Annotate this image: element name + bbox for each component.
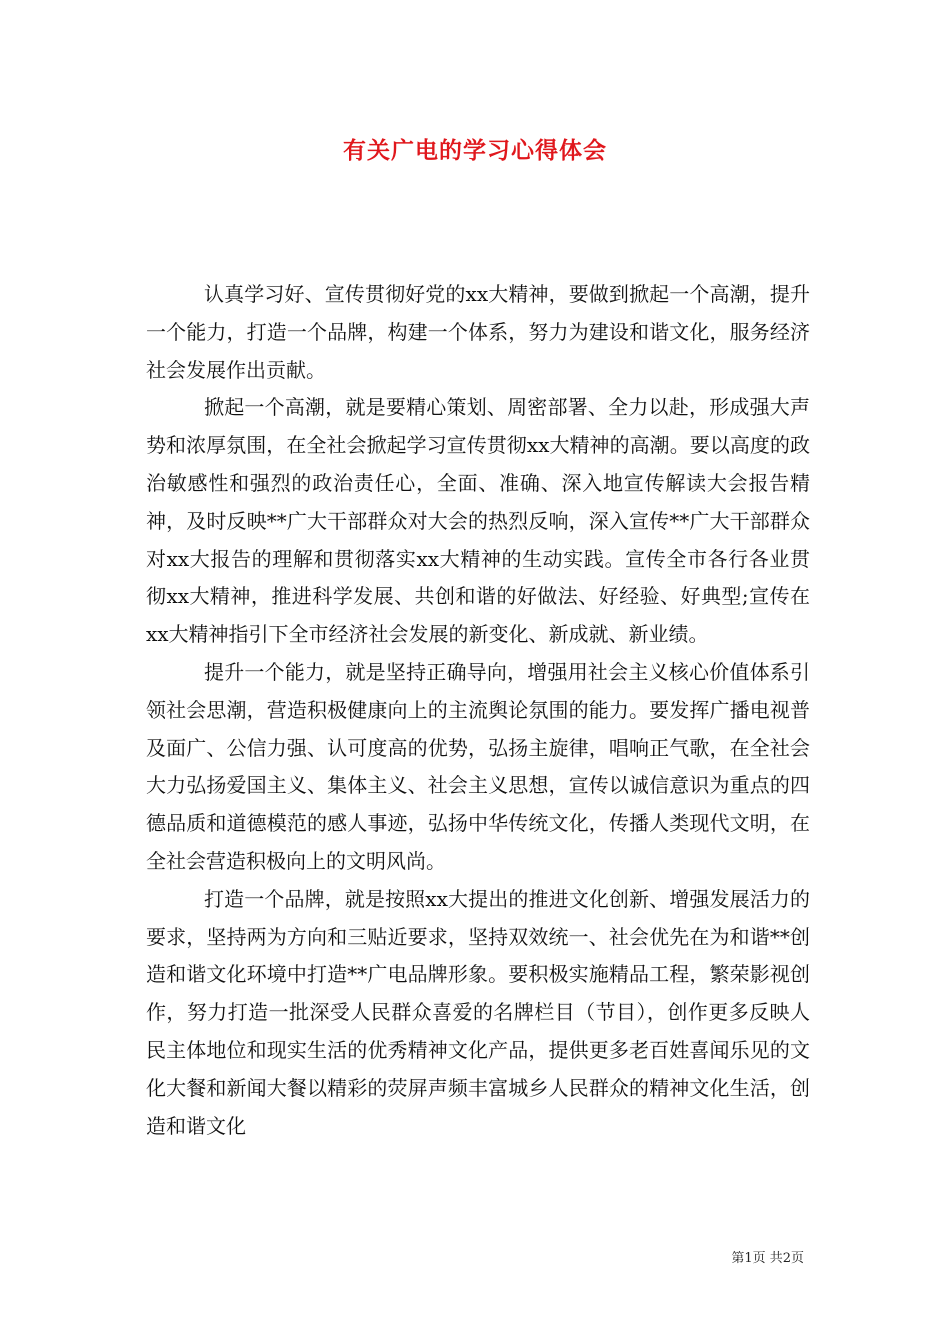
paragraph: 掀起一个高潮，就是要精心策划、周密部署、全力以赴，形成强大声势和浓厚氛围，在全社会掀起学习宣传贯彻xx大精神的高潮。要以高度的政治敏感性和强烈的政治责任心，全面、准确、深入地宣传解读大会报告精神，及时反映**广大干部群众对大会的热烈反响，深入宣传**广大干部群众对xx大报告的理解和贯彻落实xx大精神的生动实践。宣传全市各行各业贯彻xx大精神，推进科学发展、共创和谐的好做法、好经验、好典型;宣传在xx大精神指引下全市经济社会发展的新变化、新成就、新业绩。 — [146, 395, 810, 647]
document-title: 有关广电的学习心得体会 — [343, 137, 607, 164]
paragraph: 打造一个品牌，就是按照xx大提出的推进文化创新、增强发展活力的要求，坚持两为方向和三贴近要求，坚持双效统一、社会优先在为和谐**创造和谐文化环境中打造**广电品牌形象。要积极实施精品工程，繁荣影视创作，努力打造一批深受人民群众喜爱的名牌栏目（节目），创作更多反映人民主体地位和现实生活的优秀精神文化产品，提供更多老百姓喜闻乐见的文化大餐和新闻大餐以精彩的荧屏声频丰富城乡人民群众的精神文化生活，创造和谐文化 — [146, 886, 810, 1138]
document-body — [146, 276, 810, 1145]
paragraph: 认真学习好、宣传贯彻好党的xx大精神，要做到掀起一个高潮，提升一个能力，打造一个品牌，构建一个体系，努力为建设和谐文化，服务经济社会发展作出贡献。 — [146, 282, 810, 382]
page-number: 第1页 共2页 — [731, 1251, 804, 1266]
paragraph: 提升一个能力，就是坚持正确导向，增强用社会主义核心价值体系引领社会思潮，营造积极健康向上的主流舆论氛围的能力。要发挥广播电视普及面广、公信力强、认可度高的优势，弘扬主旋律，唱响正气歌，在全社会大力弘扬爱国主义、集体主义、社会主义思想，宣传以诚信意识为重点的四德品质和道德模范的感人事迹，弘扬中华传统文化，传播人类现代文明，在全社会营造积极向上的文明风尚。 — [146, 659, 810, 873]
